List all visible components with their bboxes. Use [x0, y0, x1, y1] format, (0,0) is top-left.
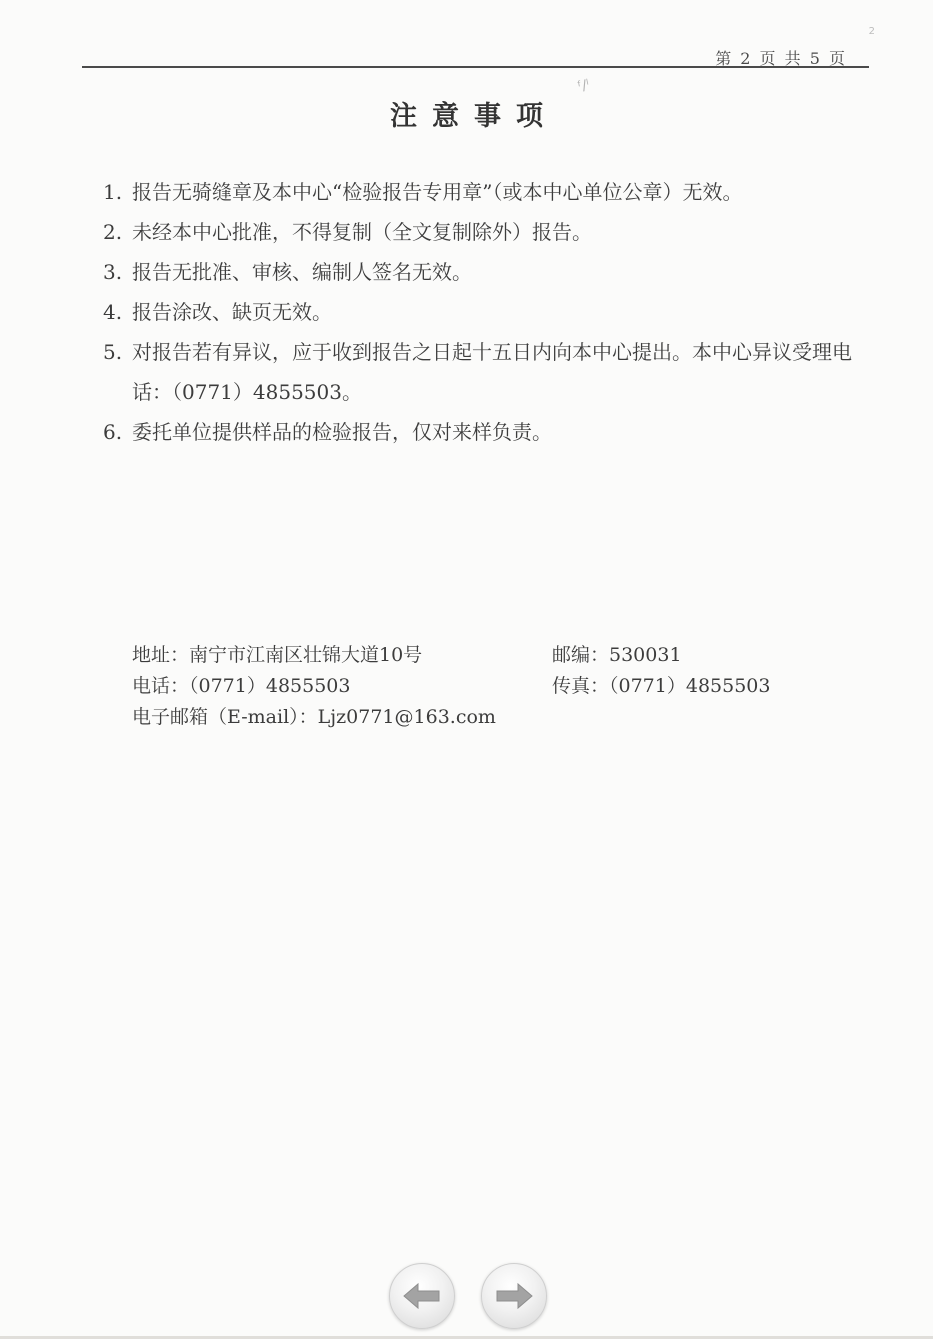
page-title: 注意事项 [390, 101, 558, 132]
arrow-left-icon [402, 1281, 442, 1311]
note-item-2 [103, 212, 873, 252]
note-item-3 [103, 252, 873, 292]
contact-row [132, 640, 682, 671]
contact-row [132, 671, 771, 702]
note-number: 4. [103, 300, 123, 324]
handwritten-mark: ᶠ/ˡ [576, 77, 591, 95]
note-number: 6. [103, 420, 123, 444]
corner-mark: 2 [868, 26, 875, 37]
header-rule [82, 66, 869, 68]
note-text: 未经本中心批准，不得复制（全文复制除外）报告。 [132, 220, 592, 244]
notes-list [103, 172, 873, 452]
note-item-4 [103, 292, 873, 332]
email-text: 电子邮箱（E-mail）：Ljz0771@163.com [132, 706, 496, 728]
note-item-1 [103, 172, 873, 212]
next-page-button[interactable] [481, 1263, 547, 1329]
fax-text: 传真：（0771）4855503 [552, 675, 771, 697]
arrow-right-icon [494, 1281, 534, 1311]
note-item-5 [103, 332, 873, 412]
note-text: 报告无骑缝章及本中心“检验报告专用章”（或本中心单位公章）无效。 [132, 180, 743, 204]
postcode-text: 邮编：530031 [552, 644, 682, 666]
contact-block [132, 640, 771, 733]
note-text: 委托单位提供样品的检验报告，仅对来样负责。 [132, 420, 552, 444]
previous-page-button[interactable] [389, 1263, 455, 1329]
address-text: 地址：南宁市江南区壮锦大道10号 [132, 644, 423, 666]
note-number: 5. [103, 340, 123, 364]
contact-row [132, 702, 496, 733]
note-number: 3. [103, 260, 123, 284]
note-number: 2. [103, 220, 123, 244]
phone-text: 电话：（0771）4855503 [132, 675, 351, 697]
page-indicator: 第 2 页 共 5 页 [715, 49, 847, 68]
note-text: 报告无批准、审核、编制人签名无效。 [132, 260, 472, 284]
note-text: 对报告若有异议，应于收到报告之日起十五日内向本中心提出。本中心异议受理电话：（0771）4855503。 [132, 340, 852, 404]
note-item-6 [103, 412, 873, 452]
note-text: 报告涂改、缺页无效。 [132, 300, 332, 324]
note-number: 1. [103, 180, 123, 204]
page-navigation [389, 1263, 549, 1329]
